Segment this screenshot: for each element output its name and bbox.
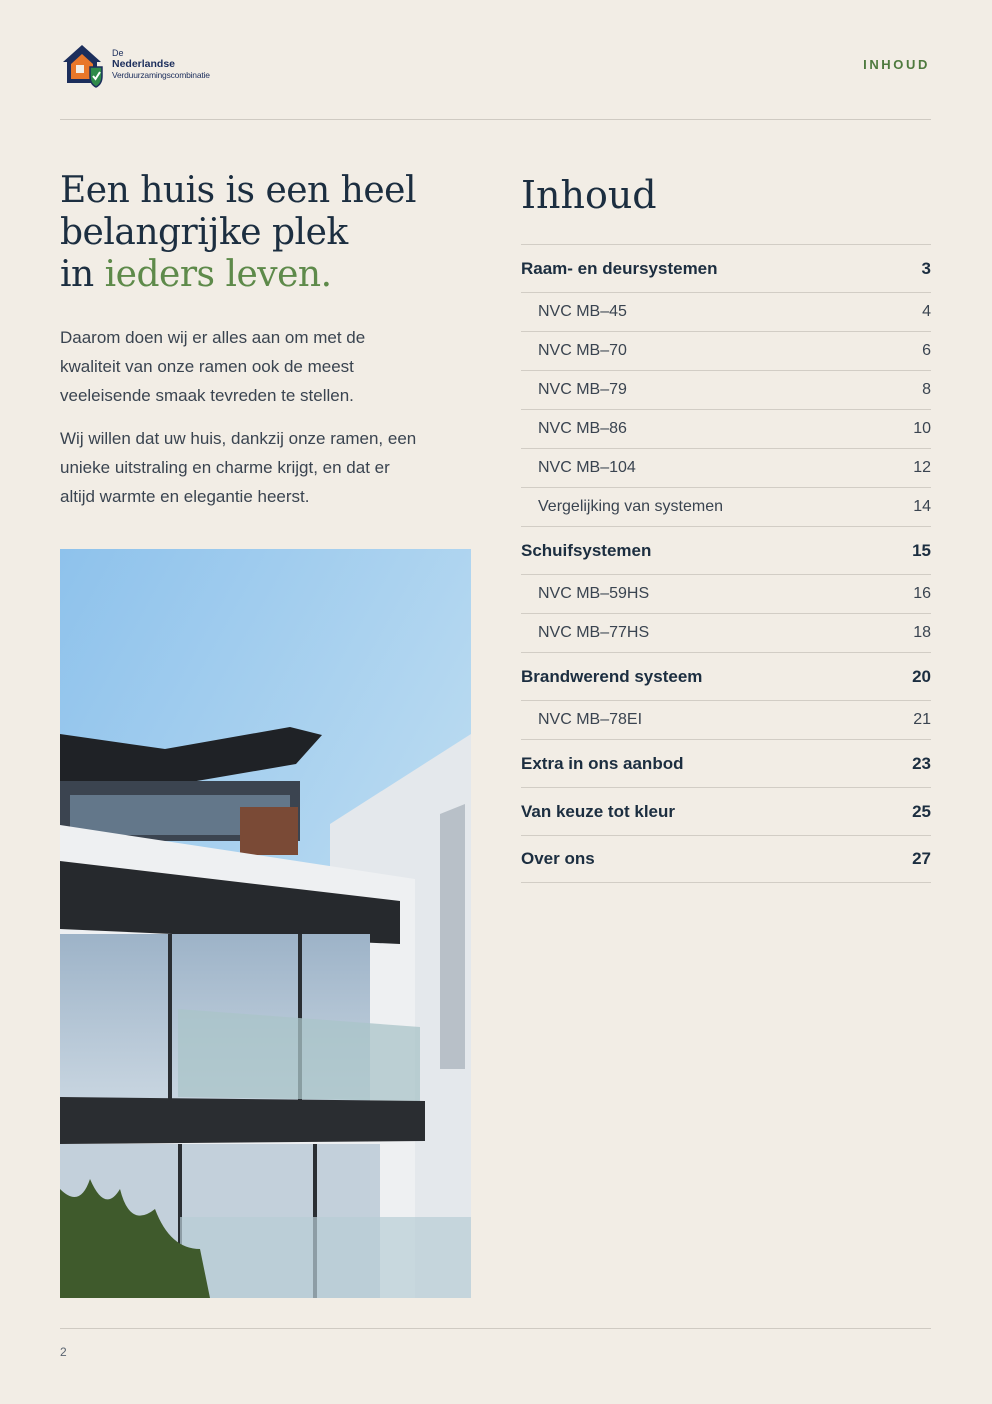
toc-entry-label: Van keuze tot kleur — [521, 801, 675, 821]
toc-entry-nvc-mb-78ei[interactable] — [521, 700, 931, 739]
toc-entry-over-ons[interactable] — [521, 835, 931, 883]
toc-entry-label: NVC MB–77HS — [538, 624, 650, 641]
house-shield-icon — [60, 40, 108, 88]
toc-entry-page: 16 — [913, 585, 931, 602]
intro-paragraph-2: Wij willen dat uw huis, dankzij onze ramen, een unieke uitstraling en charme krijgt, en dat er altijd warmte en elegantie heerst. — [60, 429, 417, 506]
toc-entry-page: 21 — [913, 711, 931, 728]
toc-entry-label: NVC MB–104 — [538, 459, 636, 476]
toc-entry-page: 10 — [913, 420, 931, 437]
headline-text: Een huis is een heel belangrijke plek — [60, 170, 416, 253]
toc-entry-van-keuze-tot-kleur[interactable] — [521, 787, 931, 835]
toc-entry-page: 8 — [922, 381, 931, 398]
toc-entry-label: Schuifsystemen — [521, 540, 652, 560]
page-headline — [60, 170, 460, 296]
toc-entry-nvc-mb-59hs[interactable] — [521, 574, 931, 613]
toc-entry-label: NVC MB–79 — [538, 381, 627, 398]
toc-entry-label: NVC MB–78EI — [538, 711, 643, 728]
logo-line-3: Verduurzamingscombinatie — [112, 69, 210, 80]
section-label: INHOUD — [863, 57, 930, 72]
toc-entry-label: Raam- en deursystemen — [521, 258, 718, 278]
toc-entry-nvc-mb-70[interactable] — [521, 331, 931, 370]
logo-wordmark — [112, 48, 210, 81]
toc-entry-page: 18 — [913, 624, 931, 641]
table-of-contents — [521, 244, 931, 883]
toc-entry-page: 25 — [912, 801, 931, 821]
toc-entry-label: Brandwerend systeem — [521, 666, 703, 686]
toc-entry-nvc-mb-104[interactable] — [521, 448, 931, 487]
toc-entry-page: 12 — [913, 459, 931, 476]
logo-line-1: De — [112, 47, 124, 58]
company-logo — [60, 38, 246, 90]
toc-entry-vergelijking[interactable] — [521, 487, 931, 526]
toc-entry-label: NVC MB–59HS — [538, 585, 650, 602]
toc-entry-label: NVC MB–45 — [538, 303, 627, 320]
logo-line-2: Nederlandse — [112, 57, 176, 70]
toc-entry-label: Extra in ons aanbod — [521, 753, 684, 773]
toc-entry-page: 6 — [922, 342, 931, 359]
toc-entry-label: Vergelijking van systemen — [538, 498, 723, 515]
toc-entry-label: NVC MB–70 — [538, 342, 627, 359]
intro-text — [60, 323, 420, 511]
toc-entry-nvc-mb-45[interactable] — [521, 292, 931, 331]
toc-entry-label: Over ons — [521, 849, 595, 868]
toc-entry-page: 15 — [912, 540, 931, 560]
toc-entry-nvc-mb-77hs[interactable] — [521, 613, 931, 652]
headline-highlight: ieders leven. — [104, 254, 332, 295]
toc-entry-nvc-mb-79[interactable] — [521, 370, 931, 409]
toc-entry-raam-en-deursystemen[interactable] — [521, 244, 931, 292]
toc-entry-page: 3 — [921, 258, 931, 278]
toc-entry-label: NVC MB–86 — [538, 420, 627, 437]
toc-entry-page: 20 — [912, 666, 931, 686]
headline-prefix: in — [60, 254, 105, 295]
intro-paragraph-1: Daarom doen wij er alles aan om met de kwaliteit van onze ramen ook de meest veeleisende smaak tevreden te stellen. — [60, 328, 366, 405]
toc-entry-page: 14 — [913, 498, 931, 515]
page-number: 2 — [60, 1345, 67, 1359]
toc-title: Inhoud — [521, 173, 657, 217]
footer-divider — [60, 1328, 931, 1329]
toc-entry-extra-in-ons-aanbod[interactable] — [521, 739, 931, 787]
header-divider — [60, 119, 931, 120]
toc-entry-page: 27 — [912, 849, 931, 868]
toc-entry-schuifsystemen[interactable] — [521, 526, 931, 574]
toc-entry-nvc-mb-86[interactable] — [521, 409, 931, 448]
toc-entry-brandwerend-systeem[interactable] — [521, 652, 931, 700]
building-photo — [60, 549, 471, 1298]
toc-entry-page: 4 — [922, 303, 931, 320]
toc-entry-page: 23 — [912, 753, 931, 773]
